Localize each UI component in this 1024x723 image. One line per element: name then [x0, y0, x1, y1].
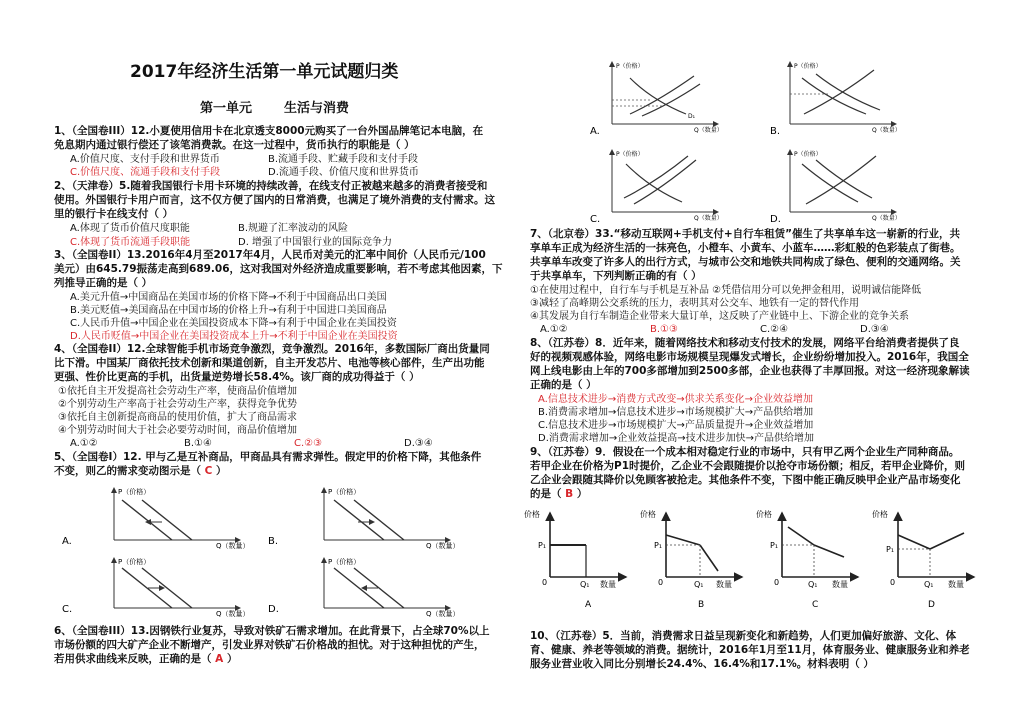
q6-supply-demand-figure	[590, 56, 920, 224]
option-c-answer: C.价值尺度、流通手段和支付手段	[70, 167, 221, 178]
statement-3: ③减轻了高峰期公交系统的压力，表明其对公交车、地铁有一定的替代作用	[530, 298, 859, 309]
question-text: 服务业营业收入同比分别增长24.4%、16.4%和17.1%。材料表明（ ）	[530, 658, 874, 670]
p1-label: P₁	[886, 545, 895, 554]
question-text: 4、（全国卷II）12.全球智能手机市场竞争激烈，竞争激烈。2016年，多数国际厂商出货量同	[54, 343, 490, 355]
graph-label: D	[928, 600, 935, 610]
question-text: 1、（全国卷III）12.小夏使用信用卡在北京透支8000元购买了一台外国品牌笔记本电脑，在	[54, 125, 484, 137]
unit-title: 生活与消费	[284, 101, 350, 116]
statement-4: ④个别劳动时间大于社会必要劳动时间，商品价值增加	[58, 425, 297, 436]
origin-label: 0	[542, 578, 548, 587]
answer-mark: C	[204, 465, 213, 477]
q6-graph-b	[770, 62, 901, 137]
document-title: 2017年经济生活第一单元试题归类	[130, 62, 399, 82]
question-text: 网上线电影由上年的700多部增加到2500多部，企业也获得了丰厚回报。对这一经济现象解读	[530, 365, 970, 377]
y-axis-label: 价格	[756, 510, 772, 519]
option-b: B.规避了汇率波动的风险	[238, 223, 349, 234]
question-text: 3、（全国卷II）13.2016年4月至2017年4月，人民币对美元的汇率中间价（人民币元/100	[54, 249, 486, 261]
text-fragment: 若用供求曲线来反映，正确的是（	[54, 653, 216, 665]
q-axis-label: Q（数量）	[872, 215, 901, 222]
q-axis-label: Q（数量）	[426, 542, 460, 550]
option-d: D. 增强了中国银行业的国际竞争力	[238, 237, 393, 248]
graph-label: D.	[268, 604, 279, 615]
p-axis-label: P（价格）	[118, 488, 151, 496]
option-b-answer: B.①③	[650, 324, 678, 335]
statement-4: ④其发展为自行车制造企业带来大量订单，这反映了产业链中上、下游企业的竞争关系	[530, 311, 909, 322]
statement-1: ①依托自主开发提高社会劳动生产率，使商品价值增加	[58, 386, 297, 397]
question-text: 9、（江苏卷）9．假设在一个成本相对稳定行业的市场中，只有甲乙两个企业生产同种商品。	[530, 446, 960, 458]
answer-mark: B	[565, 488, 574, 500]
option-a: A.体现了货币价值尺度职能	[70, 223, 190, 234]
option-b: B.美元贬值→美国商品在中国市场的价格上升→有利于中国进口美国商品	[70, 305, 387, 316]
option-c: C.人民币升值→中国企业在美国投资成本下降→有利于中国企业在美国投资	[70, 318, 397, 329]
q-axis-label: Q（数量）	[694, 127, 723, 134]
question-text: 2、（天津卷）5.随着我国银行卡用卡环境的持续改善，在线支付正被越来越多的消费者接受和	[54, 180, 488, 192]
graph-label: B.	[268, 536, 279, 547]
text-fragment: 不变，则乙的需求变动图示是（	[54, 465, 205, 477]
question-text: 育、健康、养老等领域的消费。据统计，2016年1月至11月，体育服务业、健康服务业和养老	[530, 644, 970, 656]
graph-label: C.	[590, 214, 601, 224]
question-text: 更强、性价比更高的手机，出货量逆势增长58.4%。该厂商的成功得益于（ ）	[54, 371, 420, 383]
question-text: 美元）由645.79振荡走高到689.06，这对我国对外经济造成重要影响，若不考虑其他因素，下	[54, 263, 503, 275]
graph-label: B	[698, 600, 705, 610]
question-text: 共享单车改变了许多人的出行方式，与城市公交和地铁共同构成了绿色、便利的交通网络。关	[530, 256, 961, 268]
option-d: D.流通手段、价值尺度和世界货币	[268, 167, 419, 178]
question-text: 使用。外国银行卡用户而言，这不仅方便了国内的日常消费，也满足了境外消费的支付需求。这	[54, 194, 495, 206]
q9-price-quantity-figure	[522, 505, 992, 613]
q1-label: Q₁	[808, 580, 818, 589]
question-text: 享单车正成为经济生活的一抹亮色，小橙车、小黄车、小蓝车……彩虹般的色彩装点了街巷。	[530, 242, 961, 254]
option-d: D.③④	[860, 324, 889, 335]
y-axis-label: 价格	[640, 510, 656, 519]
y-axis-label: 价格	[524, 510, 540, 519]
graph-label: B.	[770, 126, 781, 137]
question-text: 若甲企业在价格为P1时提价，乙企业不会跟随提价以抢夺市场份额；相反，若甲企业降价，则	[530, 460, 965, 472]
question-text-with-answer	[54, 653, 237, 666]
text-fragment: 的是（	[530, 488, 566, 500]
q9-graph-a	[524, 509, 626, 610]
question-text: 里的银行卡在线支付（ ）	[54, 208, 174, 220]
graph-label: A.	[62, 536, 72, 547]
graph-label: D.	[770, 214, 781, 224]
origin-label: 0	[890, 578, 896, 587]
q-axis-label: Q（数量）	[694, 215, 723, 222]
q-axis-label: Q（数量）	[872, 127, 901, 134]
question-text-with-answer	[530, 488, 587, 501]
graph-label: C.	[62, 604, 73, 615]
q1-label: Q₁	[694, 580, 704, 589]
unit-label: 第一单元	[200, 101, 253, 116]
p-axis-label: P（价格）	[794, 63, 822, 70]
p-axis-label: P（价格）	[794, 151, 822, 158]
question-text: 乙企业会跟随其降价以免顾客被抢走。其他条件不变，下图中能正确反映甲企业产品市场变化	[530, 474, 961, 486]
text-fragment: ）	[212, 465, 227, 477]
x-axis-label: 数量	[948, 580, 964, 589]
option-b: B.消费需求增加→信息技术进步→市场规模扩大→产品供给增加	[538, 407, 814, 418]
text-fragment: ）	[223, 653, 238, 665]
answer-mark: A	[215, 653, 224, 665]
q5-graph-d	[268, 557, 460, 618]
question-text: 6、（全国卷III）13.因钢铁行业复苏，导致对铁矿石需求增加。在此背景下，占全球70%以上	[54, 625, 490, 637]
question-text: 7、（北京卷）33.“移动互联网+手机支付+自行车租赁”催生了共享单车这一崭新的行业，共	[530, 228, 961, 240]
p-axis-label: P（价格）	[616, 151, 644, 158]
option-d-answer: D.人民币贬值→中国企业在美国投资成本上升→不利于中国企业在美国投资	[70, 331, 398, 342]
q1-label: Q₁	[924, 580, 934, 589]
x-axis-label: 数量	[832, 580, 848, 589]
q6-graph-c	[590, 150, 723, 224]
q9-graph-d	[872, 509, 974, 610]
y-axis-label: 价格	[872, 510, 888, 519]
option-b: B.流通手段、贮藏手段和支付手段	[268, 154, 419, 165]
curve-label: D₁	[688, 113, 696, 120]
text-fragment: ）	[573, 488, 588, 500]
option-c: C.信息技术进步→市场规模扩大→产品质量提升→企业效益增加	[538, 420, 814, 431]
option-a: A.①②	[540, 324, 568, 335]
p1-label: P₁	[538, 541, 547, 550]
p-axis-label: P（价格）	[328, 488, 361, 496]
p-axis-label: P（价格）	[328, 558, 361, 566]
option-c-answer: C.②③	[294, 438, 323, 449]
q9-graph-c	[756, 509, 858, 610]
question-text: 正确的是（ ）	[530, 379, 597, 391]
option-d: D.③④	[404, 438, 433, 449]
graph-label: A	[585, 600, 592, 610]
p-axis-label: P（价格）	[616, 63, 644, 70]
origin-label: 0	[658, 578, 664, 587]
p-axis-label: P（价格）	[118, 558, 151, 566]
option-b: B.①④	[184, 438, 212, 449]
option-d: D.消费需求增加→企业效益提高→技术进步加快→产品供给增加	[538, 433, 815, 444]
question-text-with-answer	[54, 465, 227, 478]
x-axis-label: 数量	[600, 580, 616, 589]
option-a: A.美元升值→中国商品在美国市场的价格下降→不利于中国商品出口美国	[70, 292, 387, 303]
q5-graph-c	[62, 557, 250, 618]
question-text: 免息期内通过银行偿还了该笔消费款。在这一过程中，货币执行的职能是（ ）	[54, 139, 415, 151]
question-text: 比下滑。中国某厂商依托技术创新和渠道创新，自主开发芯片、电池等核心部件，生产出功能	[54, 357, 485, 369]
q1-label: Q₁	[580, 580, 590, 589]
question-text: 市场份额的四大矿产企业不断增产，引发业界对铁矿石价格战的担忧。对于这种担忧的产生，	[54, 639, 485, 651]
p1-label: P₁	[770, 541, 779, 550]
q9-graph-b	[640, 509, 742, 610]
statement-3: ③依托自主创新提高商品的使用价值，扩大了商品需求	[58, 412, 297, 423]
q-axis-label: Q（数量）	[426, 610, 460, 618]
question-text: 于共享单车，下列判断正确的有（ ）	[530, 270, 702, 282]
x-axis-label: 数量	[716, 580, 732, 589]
q-axis-label: Q（数量）	[216, 610, 250, 618]
graph-label: C	[812, 600, 819, 610]
q5-graph-a	[62, 487, 250, 550]
option-c-answer: C.体现了货币流通手段职能	[70, 237, 191, 248]
option-a: A.价值尺度、支付手段和世界货币	[70, 154, 220, 165]
origin-label: 0	[774, 578, 780, 587]
question-text: 列推导正确的是（ ）	[54, 277, 153, 289]
graph-label: A.	[590, 126, 600, 137]
option-a-answer: A.信息技术进步→消费方式改变→供求关系变化→企业效益增加	[538, 394, 813, 405]
q5-demand-curve-figure	[62, 482, 502, 622]
q6-graph-a	[590, 62, 723, 137]
statement-1-2: ①在使用过程中，自行车与手机是互补品 ②凭借信用分可以免押金租用，说明诚信能降低	[530, 285, 922, 296]
q5-graph-b	[268, 487, 460, 550]
statement-2: ②个别劳动生产率高于社会劳动生产率，获得竞争优势	[58, 399, 297, 410]
question-text: 好的视频观感体验，网络电影市场规模呈现爆发式增长，企业纷纷增加投入。2016年，我国全	[530, 351, 969, 363]
option-c: C.②④	[760, 324, 789, 335]
q-axis-label: Q（数量）	[216, 542, 250, 550]
question-text: 10、（江苏卷）5．当前，消费需求日益呈现新变化和新趋势，人们更加偏好旅游、文化、体	[530, 630, 957, 642]
q6-graph-d	[770, 150, 901, 224]
option-a: A.①②	[70, 438, 98, 449]
p1-label: P₁	[654, 541, 663, 550]
question-text: 5、（全国卷I）12. 甲与乙是互补商品，甲商品具有需求弹性。假定甲的价格下降，其他条件	[54, 451, 482, 463]
question-text: 8、（江苏卷）8．近年来，随着网络技术和移动支付技术的发展，网络平台给消费者提供了良	[530, 337, 960, 349]
